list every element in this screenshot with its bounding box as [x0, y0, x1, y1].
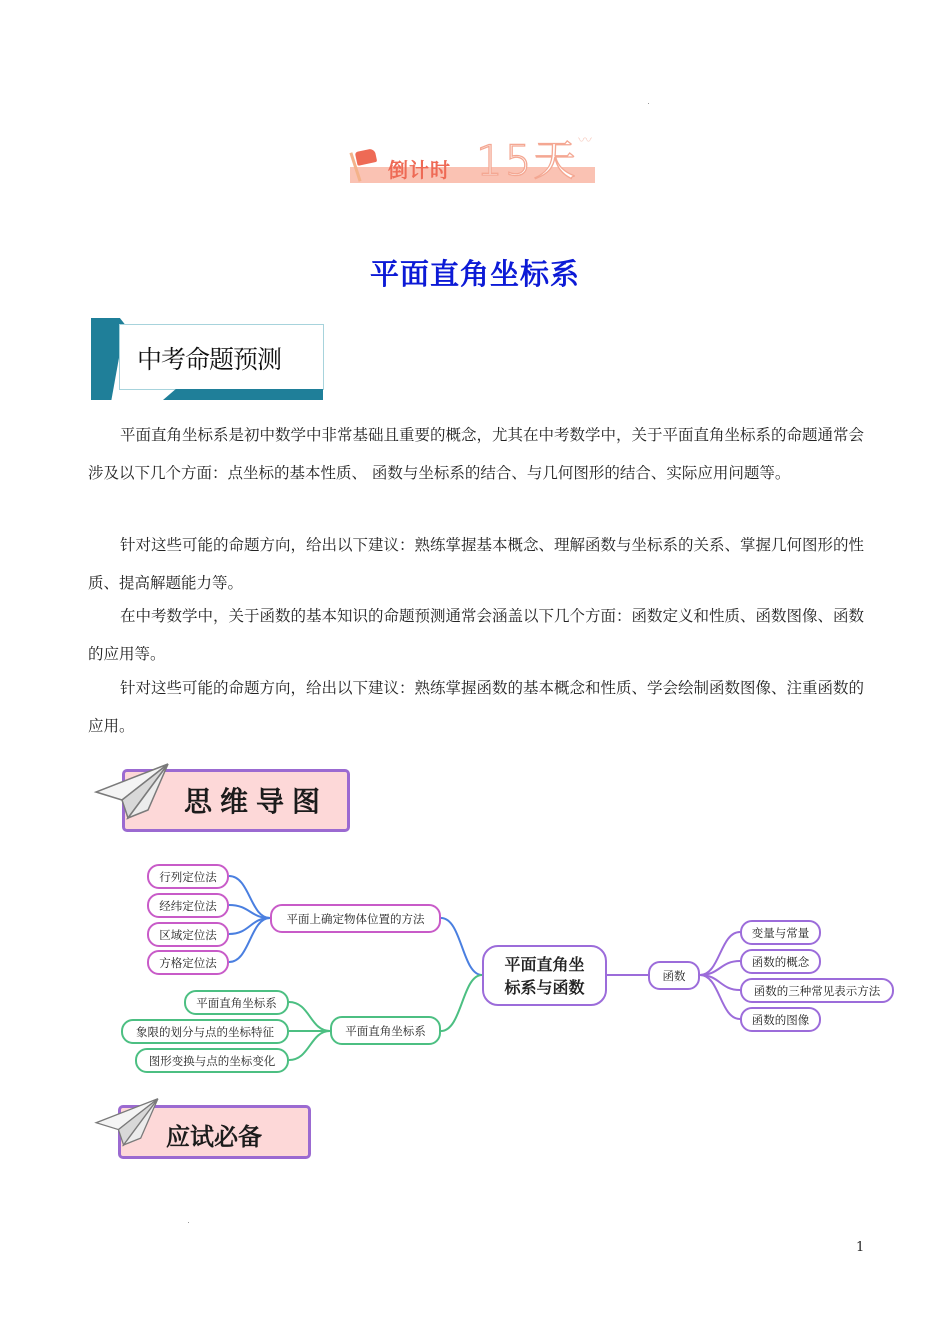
mindmap-node-graph: 函数的图像: [740, 1007, 821, 1032]
stray-dot: [188, 1222, 189, 1223]
mindmap-center-node: [482, 945, 607, 1006]
page-number: 1: [856, 1240, 865, 1255]
mindmap-node-representations: 函数的三种常见表示方法: [740, 978, 894, 1003]
countdown-days: 15天: [476, 136, 578, 185]
paragraph-text: 针对这些可能的命题方向，给出以下建议：熟练掌握基本概念、理解函数与坐标系的关系、掌握几何图形的性质、提高解题能力等。: [88, 536, 865, 592]
page-title: 平面直角坐标系: [369, 257, 580, 291]
countdown-label: 倒计时: [388, 158, 451, 182]
center-line-2: 标系与函数: [504, 977, 585, 997]
paper-plane-icon: [92, 1097, 162, 1157]
section-title-prediction: 中考命题预测: [137, 345, 282, 374]
mindmap-node-region: 区域定位法: [147, 922, 229, 947]
mindmap-node-transformations: 图形变换与点的坐标变化: [135, 1048, 289, 1073]
mindmap-node-grid: 方格定位法: [147, 950, 229, 975]
section-title-essentials: 应试必备: [166, 1123, 262, 1151]
mindmap-node-quadrants: 象限的划分与点的坐标特征: [121, 1019, 289, 1044]
paragraph-text: 在中考数学中，关于函数的基本知识的命题预测通常会涵盖以下几个方面：函数定义和性质、函数图像、函数的应用等。: [88, 607, 865, 663]
center-line-1: 平面直角坐: [504, 954, 585, 974]
mindmap-node-lat-long: 经纬定位法: [147, 893, 229, 918]
mindmap-node-row-column: 行列定位法: [147, 864, 229, 889]
mindmap-node-coordinate: 平面直角坐标系: [330, 1016, 441, 1045]
mindmap-node-variables: 变量与常量: [740, 920, 821, 945]
section-header-essentials: [92, 1097, 314, 1161]
section-title-mindmap: 思维导图: [184, 785, 329, 818]
paragraph-text: 平面直角坐标系是初中数学中非常基础且重要的概念，尤其在中考数学中，关于平面直角坐标系的命题通常会涉及以下几个方面：点坐标的基本性质、 函数与坐标系的结合、与几何图形的结合、实际应用问题等。: [88, 426, 865, 482]
mindmap-node-function: 函数: [648, 961, 700, 990]
mindmap-node-concept: 函数的概念: [740, 949, 821, 974]
mindmap-node-coordinate-plane: 平面直角坐标系: [184, 990, 289, 1015]
paragraph-text: 针对这些可能的命题方向，给出以下建议：熟练掌握函数的基本概念和性质、学会绘制函数图像、注重函数的应用。: [88, 679, 865, 735]
mindmap-node-positioning: 平面上确定物体位置的方法: [270, 904, 441, 933]
birds-icon: 〰: [578, 133, 592, 149]
